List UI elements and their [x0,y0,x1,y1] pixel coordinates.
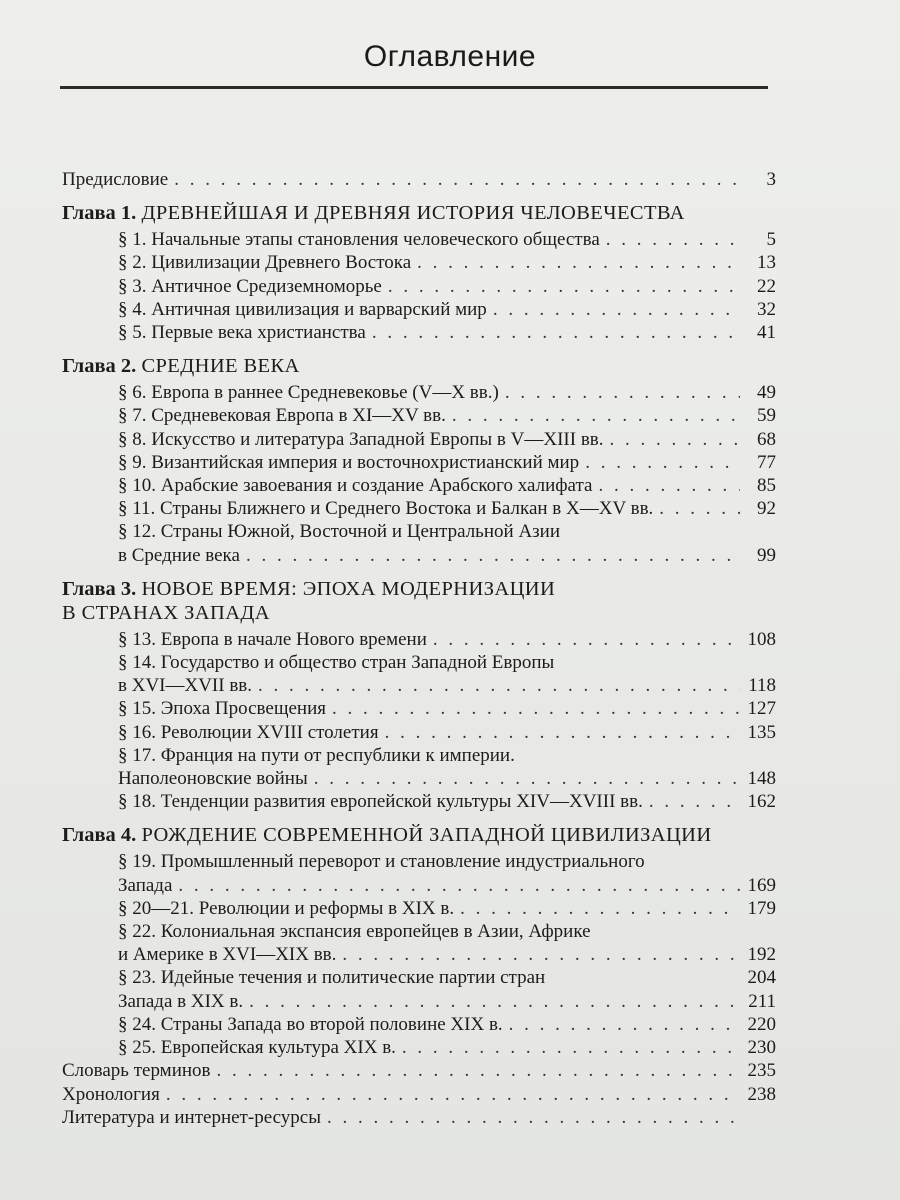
toc-page-number: 3 [766,169,776,190]
toc-page-number: 77 [757,451,776,473]
toc-entry[interactable] [118,651,776,697]
toc-entry-label: § 13. Европа в начале Нового времени [118,628,427,650]
dot-leader [217,1059,740,1082]
dot-leader [493,298,740,321]
toc-page-number: 204 [747,967,776,989]
toc-entry-label: в XVI—XVII вв. [118,675,253,697]
toc-entry-label: § 15. Эпоха Просвещения [118,698,326,720]
toc-page-number: 162 [747,791,776,813]
dot-leader [505,381,740,404]
toc-page-number: 118 [748,675,776,697]
toc-entry-label: § 1. Начальные этапы становления человеческого общества [118,229,600,251]
chapter-number: Глава 2. [62,355,137,378]
toc-page-number: 32 [757,298,776,320]
toc-entry-label: § 18. Тенденции развития европейской культуры XIV—XVIII вв. [118,791,643,813]
toc-page-number: 68 [757,428,776,450]
dot-leader [385,721,740,744]
toc-page-number: 92 [757,498,776,520]
chapter-title: РОЖДЕНИЕ СОВРЕМЕННОЙ ЗАПАДНОЙ ЦИВИЛИЗАЦИИ [141,824,712,847]
toc-entry-label: § 25. Европейская культура XIX в. [118,1037,396,1059]
toc-entry[interactable] [118,275,776,298]
dot-leader [178,874,740,897]
toc-page-number: 148 [747,768,776,790]
chapter-heading-4[interactable] [62,823,776,847]
dot-leader [433,628,740,651]
chapter-title-continued: В СТРАНАХ ЗАПАДА [62,601,270,624]
dot-leader [246,544,740,567]
toc-entry[interactable] [118,790,776,813]
toc-entry-preface[interactable] [62,168,776,191]
toc-page-number: 99 [757,544,776,566]
chapter-title: ДРЕВНЕЙШАЯ И ДРЕВНЯЯ ИСТОРИЯ ЧЕЛОВЕЧЕСТВА [141,202,685,225]
toc-entry[interactable] [118,628,776,651]
toc-page-number: 135 [747,721,776,743]
dot-leader [509,1013,740,1036]
toc-entry-label: § 6. Европа в раннее Средневековье (V—X вв.) [118,382,499,404]
toc-page-number: 13 [757,252,776,274]
toc-entry[interactable] [118,850,776,896]
dot-leader [166,1083,740,1106]
dot-leader [249,990,740,1013]
chapter-title: СРЕДНИЕ ВЕКА [141,355,300,378]
title-rule [60,86,768,89]
dot-leader [606,228,740,251]
dot-leader [452,404,740,427]
toc-entry[interactable] [118,1013,776,1036]
toc-entry-glossary[interactable] [62,1059,776,1082]
toc-entry[interactable] [118,897,776,920]
chapter-title: НОВОЕ ВРЕМЯ: ЭПОХА МОДЕРНИЗАЦИИ [141,577,556,600]
toc-entry-label: § 17. Франция на пути от республики к империи. [118,744,515,766]
toc-page-number: 85 [757,475,776,497]
page-title: Оглавление [363,40,537,73]
dot-leader [332,697,740,720]
toc-entry-label: § 10. Арабские завоевания и создание Арабского халифата [118,475,593,497]
toc-entry[interactable] [118,228,776,251]
toc-entry[interactable] [118,251,776,274]
toc-entry[interactable] [118,321,776,344]
toc-entry-label: § 23. Идейные течения и политические партии стран [118,967,546,989]
toc-entry[interactable] [118,451,776,474]
toc-entry-label: § 9. Византийская империя и восточнохристианский мир [118,451,580,473]
dot-leader [402,1036,740,1059]
toc-entry[interactable] [118,721,776,744]
toc-page-number: 108 [747,628,776,650]
dot-leader [610,428,740,451]
toc-page-number: 169 [747,874,776,896]
dot-leader [417,251,740,274]
dot-leader [327,1106,740,1129]
toc-entry[interactable] [118,381,776,404]
dot-leader [372,321,740,344]
chapter-heading-1[interactable] [62,201,776,225]
dot-leader [649,790,740,813]
toc-entry-label: Запада [118,874,173,896]
chapter-number: Глава 4. [62,824,137,847]
toc-page-number: 220 [747,1013,776,1035]
toc-entry[interactable] [118,744,776,790]
toc-entry-chronology[interactable] [62,1083,776,1106]
chapter-number: Глава 1. [62,202,137,225]
toc-entry[interactable] [118,966,776,1012]
toc-entry[interactable] [118,920,776,966]
toc-entry-literature[interactable] [62,1106,776,1129]
toc-entry-label: § 19. Промышленный переворот и становление индустриального [118,851,645,873]
toc-page-number: 49 [757,382,776,404]
dot-leader [585,451,740,474]
toc-page-number: 238 [747,1083,776,1105]
toc-entry-label: § 12. Страны Южной, Восточной и Центральной Азии [118,521,561,543]
toc-entry[interactable] [118,697,776,720]
dot-leader [659,497,740,520]
toc-entry[interactable] [118,474,776,497]
toc-entry-label: § 22. Колониальная экспансия европейцев в Азии, Африке [118,921,591,943]
toc-page-number: 22 [757,275,776,297]
toc-entry[interactable] [118,428,776,451]
toc-entry-label: Предисловие [62,169,169,190]
chapter-heading-2[interactable] [62,354,776,378]
dot-leader [598,474,740,497]
toc-entry[interactable] [118,497,776,520]
toc-entry-label: § 4. Античная цивилизация и варварский мир [118,298,487,320]
dot-leader [342,943,740,966]
toc-entry[interactable] [118,298,776,321]
table-of-contents [0,168,900,1129]
toc-entry[interactable] [118,520,776,566]
toc-entry-label: § 11. Страны Ближнего и Среднего Востока и Балкан в X—XV вв. [118,498,654,520]
toc-entry-label: § 16. Революции XVIII столетия [118,721,379,743]
toc-entry-label: § 3. Античное Средиземноморье [118,275,382,297]
toc-entry-label: Словарь терминов [62,1060,211,1082]
toc-entry-label: § 14. Государство и общество стран Западной Европы [118,652,555,674]
toc-entry-label: Хронология [62,1083,160,1105]
toc-entry-label: § 24. Страны Запада во второй половине XIX в. [118,1013,503,1035]
toc-entry-label: § 20—21. Революции и реформы в XIX в. [118,897,455,919]
toc-entry-label: в Средние века [118,544,240,566]
toc-entry-label: Литература и интернет-ресурсы [62,1106,321,1128]
toc-entry[interactable] [118,1036,776,1059]
toc-entry-label: § 2. Цивилизации Древнего Востока [118,252,412,274]
toc-page-number: 192 [747,944,776,966]
toc-entry-label: § 5. Первые века христианства [118,322,366,344]
toc-page-number: 41 [757,322,776,344]
toc-entry-label: Запада в XIX в. [118,990,244,1012]
chapter-heading-3[interactable] [62,577,776,625]
toc-page-number: 179 [747,897,776,919]
toc-entry-label: § 7. Средневековая Европа в XI—XV вв. [118,405,446,427]
toc-page-number: 230 [747,1037,776,1059]
dot-leader [174,168,740,191]
toc-page-number: 235 [747,1060,776,1082]
toc-entry-label: § 8. Искусство и литература Западной Европы в V—XIII вв. [118,428,604,450]
dot-leader [388,275,740,298]
toc-page-number: 5 [766,229,776,251]
dot-leader [314,767,740,790]
toc-entry-label: Наполеоновские войны [118,768,308,790]
dot-leader [460,897,740,920]
toc-page-number: 127 [747,698,776,720]
chapter-number: Глава 3. [62,577,137,600]
toc-page-number: 211 [748,990,776,1012]
toc-entry-label: и Америке в XVI—XIX вв. [118,944,337,966]
toc-entry[interactable] [118,404,776,427]
toc-page-number: 59 [757,405,776,427]
dot-leader [258,674,740,697]
